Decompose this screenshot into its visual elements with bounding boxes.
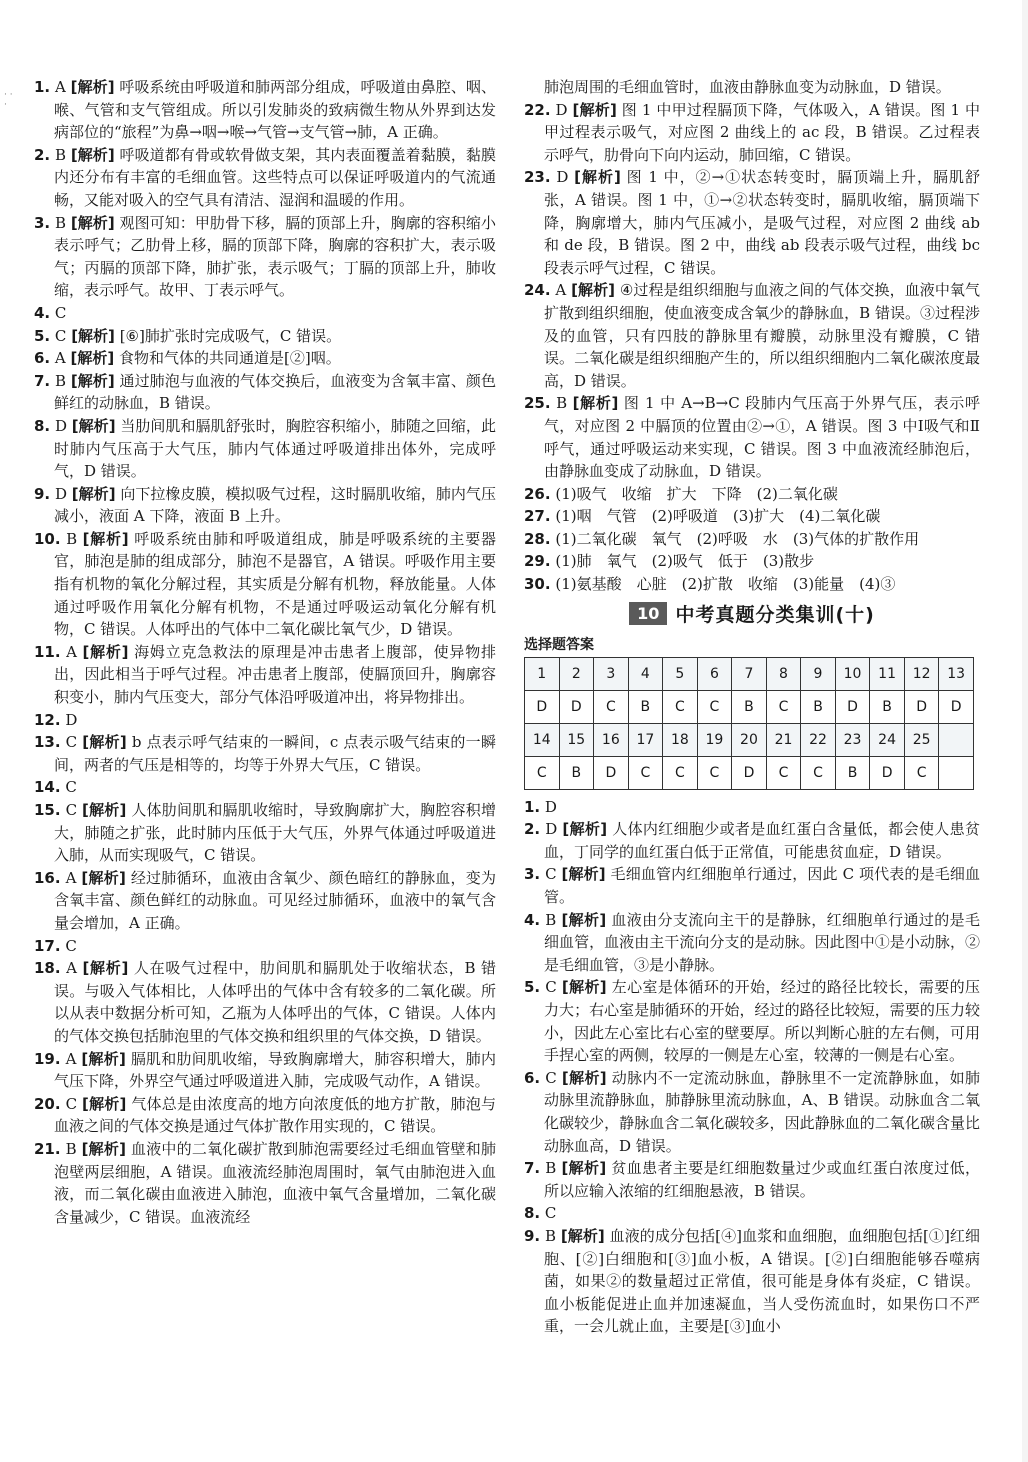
entry-answer: B <box>54 145 66 164</box>
entry-number: 26. <box>524 484 551 503</box>
entry-answer: B <box>544 1226 557 1245</box>
entry-text: 呼吸系统由肺和呼吸道组成，肺是呼吸系统的主要器官，肺泡是肺的组成部分，肺泡不是器官，A 错误。呼吸作用主要指有机物的氧化分解过程，其实质是分解有机物，释放能量。人体通过呼吸作用氧化分解有机物，不是通过呼吸运动氧化分解有机物，C 错误。人体呼出的气体中二氧化碳比氧气少，D 错误。 <box>54 529 496 639</box>
entry-answer: A <box>54 78 66 96</box>
table-cell: 8 <box>766 657 801 690</box>
answer-entry <box>34 302 496 325</box>
entry-tag: [解析] <box>82 642 129 661</box>
entry-text: (1)氨基酸 心脏 (2)扩散 收缩 (3)能量 (4)③ <box>555 575 896 594</box>
table-cell: 9 <box>801 657 836 690</box>
entry-tag: [解析] <box>82 1094 127 1113</box>
table-cell: 16 <box>594 723 629 756</box>
entry-answer: B <box>545 1159 557 1178</box>
entry-number: 1. <box>524 797 541 816</box>
entry-answer: C <box>545 978 557 997</box>
entry-answer: C <box>545 865 557 884</box>
table-cell: C <box>594 690 629 723</box>
entry-tag: [解析] <box>561 978 607 997</box>
entry-answer: B <box>66 529 78 548</box>
answer-entry <box>34 867 496 935</box>
table-cell: B <box>628 690 663 723</box>
entry-number: 17. <box>34 936 61 955</box>
entry-answer: C <box>54 303 67 322</box>
entry-answer: B <box>65 1139 77 1158</box>
entry-text: 图 1 中，②→①状态转变时，膈顶端上升，膈肌舒张，A 错误。图 1 中，①→②状态转变时，膈肌收缩，膈顶端下降，胸廓增大，肺内气压减小，是吸气过程，对应图 2 曲线 ab 和 de 段，B 错误。图 2 中，曲线 ab 段表示吸气过程，曲线 bc 段表示呼气过程，C 错误。 <box>544 168 980 277</box>
entry-text: 血液中的二氧化碳扩散到肺泡需要经过毛细血管壁和肺泡壁两层细胞，A 错误。血液流经肺泡周围时，氧气由肺泡进入血液，而二氧化碳由血液进入肺泡，血液中氧气含量增加，二氧化碳含量减少，C 错误。血液流经 <box>54 1139 496 1226</box>
entry-tag: [解析] <box>82 529 129 548</box>
entry-answer: B <box>54 213 66 232</box>
answer-entry <box>524 483 980 506</box>
entry-number: 14. <box>34 778 61 797</box>
entry-text: [⑥]肺扩张时完成吸气，C 错误。 <box>119 326 342 345</box>
answer-entry <box>34 1093 496 1138</box>
table-cell: 20 <box>732 723 767 756</box>
table-cell: C <box>628 756 663 789</box>
entry-answer: C <box>65 778 77 797</box>
entry-answer: D <box>556 168 569 187</box>
entry-answer: A <box>65 868 77 887</box>
answer-entry <box>524 573 980 596</box>
answer-entry <box>34 1138 496 1228</box>
table-cell: D <box>835 690 870 723</box>
answer-entry <box>34 325 496 348</box>
entry-text: 气体总是由浓度高的地方向浓度低的地方扩散，肺泡与血液之间的气体交换是通过气体扩散作用实现的，C 错误。 <box>54 1094 496 1136</box>
table-cell: 25 <box>904 723 939 756</box>
entry-number: 30. <box>524 575 551 594</box>
entry-tag: [解析] <box>82 801 127 819</box>
answer-entry <box>524 76 980 99</box>
table-cell: C <box>697 756 732 789</box>
entry-answer: C <box>545 1068 557 1087</box>
entry-text: 食物和气体的共同通道是[②]咽。 <box>119 349 341 368</box>
entry-answer: C <box>65 733 78 752</box>
table-cell: 22 <box>801 723 836 756</box>
entry-number: 22. <box>524 100 551 119</box>
entry-answer: C <box>65 1094 78 1113</box>
entry-tag: [解析] <box>71 326 115 345</box>
entry-answer: A <box>66 642 77 661</box>
entry-text: ④过程是组织细胞与血液之间的气体交换，血液中氧气扩散到组织细胞，使血液变成含氧少的静脉血，B 错误。③过程涉及的血管，只有四肢的静脉里有瓣膜，动脉里没有瓣膜，C 错误。二氧化碳是组织细胞产生的，所以组织细胞内二氧化碳浓度最高，D 错误。 <box>544 281 980 390</box>
entry-tag: [解析] <box>70 213 115 232</box>
table-cell: 11 <box>870 657 905 690</box>
entry-number: 4. <box>34 303 51 322</box>
entry-tag: [解析] <box>561 1159 607 1178</box>
entry-text: 当肋间肌和膈肌舒张时，胸腔容积缩小，肺随之回缩，此时肺内气压高于大气压，肺内气体通过呼吸道排出体外，完成呼气，D 错误。 <box>54 416 496 481</box>
entry-tag: [解析] <box>572 394 619 413</box>
entry-tag: [解析] <box>81 1049 126 1068</box>
entry-text: 通过肺泡与血液的气体交换后，血液变为含氧丰富、颜色鲜红的动脉血，B 错误。 <box>54 371 496 413</box>
table-cell: C <box>663 756 698 789</box>
entry-number: 8. <box>524 1204 541 1223</box>
entry-text: (1)咽 气管 (2)呼吸道 (3)扩大 (4)二氧化碳 <box>555 507 881 526</box>
answer-entry <box>524 818 980 863</box>
entry-tag: [解析] <box>71 484 116 503</box>
entry-answer: A <box>65 1049 77 1068</box>
entry-tag: [解析] <box>82 733 127 752</box>
entry-tag: [解析] <box>561 1068 607 1087</box>
entry-answer: B <box>54 371 66 390</box>
entry-number: 2. <box>524 820 541 839</box>
entry-number: 19. <box>34 1049 61 1068</box>
table-cell: 10 <box>835 657 870 690</box>
answer-entry <box>524 279 980 392</box>
binding-margin-marks: · · · <box>4 90 13 110</box>
entry-text: 血液的成分包括[④]血浆和血细胞，血细胞包括[①]红细胞、[②]白细胞和[③]血小板，A 错误。[②]白细胞能够吞噬病菌，如果②的数量超过正常值，很可能是身体有炎症，C 错误。血小板能促进止血并加速凝血，当人受伤流血时，如果伤口不严重，一会儿就止血，主要是[③]血小 <box>544 1226 980 1336</box>
entry-tag: [解析] <box>81 1139 126 1158</box>
table-cell: 23 <box>835 723 870 756</box>
entry-number: 3. <box>34 213 51 232</box>
entry-tag: [解析] <box>70 145 115 164</box>
table-cell: 21 <box>766 723 801 756</box>
page-edge <box>1022 0 1028 1462</box>
answer-entry <box>34 731 496 776</box>
answer-entry <box>34 799 496 867</box>
answer-entry <box>34 641 496 709</box>
entry-text: 动脉内不一定流动脉血，静脉里不一定流静脉血，如肺动脉里流静脉血，肺静脉里流动脉血，A、B 错误。动脉血含二氧化碳较少，静脉血含二氧化碳较多，因此静脉血的二氧化碳含量比动脉血高，D 错误。 <box>544 1068 980 1155</box>
table-cell: 2 <box>559 657 594 690</box>
entry-text: (1)二氧化碳 氧气 (2)呼吸 水 (3)气体的扩散作用 <box>555 529 920 548</box>
answer-entry <box>524 166 980 279</box>
entry-answer: D <box>545 820 558 839</box>
entry-text: 图 1 中甲过程膈顶下降，气体吸入，A 错误。图 1 中甲过程表示吸气，对应图 2 曲线上的 ac 段，B 错误。乙过程表示呼气，肋骨向下向内运动，肺回缩，C 错误。 <box>544 100 981 164</box>
entry-answer: D <box>544 797 557 816</box>
entry-number: 9. <box>524 1226 541 1245</box>
entry-tag: [解析] <box>70 371 115 390</box>
table-cell: 5 <box>663 657 698 690</box>
entry-tag: [解析] <box>81 868 126 887</box>
entry-text: 观图可知：甲肋骨下移，膈的顶部上升，胸廓的容积缩小表示呼气；乙肋骨上移，膈的顶部下降，胸廓的容积扩大，表示吸气；丙膈的顶部下降，肺扩张，表示吸气；丁膈的顶部上升，肺收缩，表示呼气。故甲、丁表示呼气。 <box>54 213 496 300</box>
section-title: 中考真题分类集训(十) <box>675 604 875 627</box>
table-cell: C <box>525 756 560 789</box>
answer-entry <box>524 392 980 482</box>
answer-entry <box>524 99 980 167</box>
entry-tag: [解析] <box>574 168 621 187</box>
entry-number: 21. <box>34 1139 61 1158</box>
entry-number: 5. <box>34 326 51 345</box>
entry-tag: [解析] <box>562 820 608 839</box>
entry-text: 血液由分支流向主干的是静脉，红细胞单行通过的是毛细血管，血液由主干流向分支的是动脉。因此图中①是小动脉，②是毛细血管，③是小静脉。 <box>544 910 980 974</box>
entry-number: 15. <box>34 801 61 819</box>
entry-answer: C <box>544 1204 557 1223</box>
answer-entry <box>524 1067 980 1157</box>
table-cell: 4 <box>628 657 663 690</box>
entry-tag: [解析] <box>82 959 129 978</box>
entry-number: 8. <box>34 416 51 435</box>
table-cell: 19 <box>697 723 732 756</box>
table-cell <box>939 756 974 789</box>
table-cell: 3 <box>594 657 629 690</box>
entry-answer: A <box>555 281 567 300</box>
entry-number: 6. <box>34 349 51 368</box>
entry-number: 25. <box>524 394 551 413</box>
entry-answer: B <box>545 910 557 929</box>
entry-number: 7. <box>34 371 51 390</box>
entry-text: 图 1 中 A→B→C 段肺内气压高于外界气压，表示呼气，对应图 2 中膈顶的位置由②→①，A 错误。图 3 中Ⅰ吸气和Ⅱ呼气，通过呼吸运动来实现，C 错误。图 3 中血液流经肺泡后，由静脉血变成了动脉血，D 错误。 <box>544 394 981 481</box>
table-cell: D <box>870 756 905 789</box>
answer-row <box>525 690 974 723</box>
entry-answer: A <box>66 959 77 978</box>
entry-tag: [解析] <box>560 1226 605 1245</box>
entry-number: 4. <box>524 910 541 929</box>
right-column <box>524 76 980 1338</box>
entry-answer: C <box>54 326 67 345</box>
table-cell: C <box>801 756 836 789</box>
entry-number: 27. <box>524 507 551 526</box>
answer-entry <box>524 528 980 551</box>
answer-entry <box>524 976 980 1066</box>
entry-answer: B <box>556 394 568 413</box>
entry-text: 人在吸气过程中，肋间肌和膈肌处于收缩状态，B 错误。与吸入气体相比，人体呼出的气体中含有较多的二氧化碳。所以从表中数据分析可知，乙瓶为人体呼出的气体，C 错误。人体内的气体交换包括肺泡里的气体交换和组织里的气体交换，D 错误。 <box>54 959 496 1045</box>
entry-text: 人体内红细胞少或者是血红蛋白含量低，都会使人患贫血，丁同学的血红蛋白低于正常值，可能患贫血症，D 错误。 <box>544 820 980 861</box>
table-cell: 12 <box>904 657 939 690</box>
entry-answer: D <box>65 710 78 729</box>
entry-number: 28. <box>524 529 551 548</box>
answer-entry <box>524 1202 980 1225</box>
answer-entry <box>34 212 496 302</box>
answer-entry <box>524 550 980 573</box>
table-cell: D <box>525 690 560 723</box>
table-cell: B <box>559 756 594 789</box>
table-cell: B <box>870 690 905 723</box>
answer-entry <box>524 1225 980 1338</box>
entry-text: 海姆立克急救法的原理是冲击患者上腹部，使异物排出，因此相当于呼气过程。冲击患者上腹部，使膈顶回升，胸廓容积变小，肺内气压变大，部分气体沿呼吸道冲出，将异物排出。 <box>54 642 496 707</box>
entry-text: 人体肋间肌和膈肌收缩时，导致胸廓扩大，胸腔容积增大，肺随之扩张，此时肺内压低于大气压，外界气体通过呼吸道进入肺，从而实现吸气，C 错误。 <box>54 801 496 865</box>
entry-answer: A <box>54 349 66 368</box>
entry-number: 20. <box>34 1094 61 1113</box>
answer-entry <box>34 935 496 958</box>
table-cell: 17 <box>628 723 663 756</box>
answer-table <box>524 657 974 790</box>
entry-number: 2. <box>34 145 51 164</box>
table-cell: 1 <box>525 657 560 690</box>
entry-text: 经过肺循环，血液由含氧少、颜色暗红的静脉血，变为含氧丰富、颜色鲜红的动脉血。可见经过肺循环，血液中的氧气含量会增加，A 正确。 <box>54 868 496 932</box>
entry-text: 膈肌和肋间肌收缩，导致胸廓增大，肺容积增大，肺内气压下降，外界空气通过呼吸道进入肺，完成吸气动作，A 错误。 <box>54 1049 496 1091</box>
entry-text: 呼吸道都有骨或软骨做支架，其内表面覆盖着黏膜，黏膜内还分布有丰富的毛细血管。这些特点可以保证呼吸道内的气流通畅，又能对吸入的空气具有清洁、湿润和温暖的作用。 <box>54 145 496 209</box>
entry-tag: [解析] <box>561 910 607 929</box>
answer-entry <box>524 909 980 977</box>
answer-entry <box>524 796 980 819</box>
entry-number: 3. <box>524 865 541 884</box>
table-cell: D <box>904 690 939 723</box>
entry-answer: D <box>54 484 67 503</box>
table-cell: B <box>732 690 767 723</box>
table-cell: 14 <box>525 723 560 756</box>
section-header <box>524 600 980 628</box>
entry-text: 向下拉橡皮膜，模拟吸气过程，这时膈肌收缩，肺内气压减小，液面 A 下降，液面 B 上升。 <box>54 484 496 526</box>
answer-entry <box>34 415 496 483</box>
entry-number: 11. <box>34 642 61 661</box>
table-cell: D <box>594 756 629 789</box>
entry-number: 1. <box>34 78 51 96</box>
answer-entry <box>34 957 496 1047</box>
table-cell <box>939 723 974 756</box>
question-number-row <box>525 723 974 756</box>
entry-number: 16. <box>34 868 61 887</box>
choice-answers-label: 选择题答案 <box>524 636 594 653</box>
entry-answer: C <box>65 801 78 819</box>
entry-number: 7. <box>524 1159 541 1178</box>
answer-entry <box>34 483 496 528</box>
entry-number: 9. <box>34 484 51 503</box>
entry-number: 29. <box>524 552 551 571</box>
section-number: 10 <box>629 602 667 625</box>
entry-number: 18. <box>34 959 61 978</box>
entry-text: 贫血患者主要是红细胞数量过少或血红蛋白浓度过低，所以应输入浓缩的红细胞悬液，B 错误。 <box>544 1159 980 1200</box>
entry-number: 24. <box>524 281 551 300</box>
table-cell: C <box>697 690 732 723</box>
entry-tag: [解析] <box>572 100 617 119</box>
table-cell: C <box>904 756 939 789</box>
table-cell: C <box>663 690 698 723</box>
answer-entry <box>524 505 980 528</box>
table-cell: B <box>835 756 870 789</box>
table-cell: C <box>766 756 801 789</box>
table-cell: 18 <box>663 723 698 756</box>
answer-entry <box>34 144 496 212</box>
table-cell: D <box>732 756 767 789</box>
table-cell: D <box>939 690 974 723</box>
answer-entry <box>524 1157 980 1202</box>
table-cell: 7 <box>732 657 767 690</box>
entry-text: (1)吸气 收缩 扩大 下降 (2)二氧化碳 <box>555 484 838 503</box>
entry-answer: D <box>555 100 568 119</box>
table-cell: D <box>559 690 594 723</box>
entry-tag: [解析] <box>571 281 616 300</box>
entry-tag: [解析] <box>71 416 116 435</box>
entry-tag: [解析] <box>70 349 115 368</box>
entry-number: 10. <box>34 529 61 548</box>
entry-text: 左心室是体循环的开始，经过的路径比较长，需要的压力大；右心室是肺循环的开始，经过的路径比较短，需要的压力较小，因此左心室比右心室的壁要厚。所以判断心脏的左右侧，可用手捏心室的两侧，较厚的一侧是左心室，较薄的一侧是右心室。 <box>544 978 980 1065</box>
answer-entry <box>34 370 496 415</box>
entry-text: 呼吸系统由呼吸道和肺两部分组成，呼吸道由鼻腔、咽、喉、气管和支气管组成。所以引发肺炎的致病微生物从外界到达发病部位的“旅程”为鼻→咽→喉→气管→支气管→肺，A 正确。 <box>54 78 496 142</box>
answer-entry <box>34 76 496 144</box>
table-cell: 15 <box>559 723 594 756</box>
entry-tag: [解析] <box>70 78 115 96</box>
answer-row <box>525 756 974 789</box>
table-cell: B <box>801 690 836 723</box>
question-number-row <box>525 657 974 690</box>
entry-number: 23. <box>524 168 551 187</box>
entry-text: 毛细血管内红细胞单行通过，因此 C 项代表的是毛细血管。 <box>544 865 981 907</box>
entry-number: 13. <box>34 733 61 752</box>
entry-tag: [解析] <box>561 865 606 884</box>
answer-entry <box>34 709 496 732</box>
table-cell: 13 <box>939 657 974 690</box>
answer-entry <box>34 347 496 370</box>
entry-text: b 点表示呼气结束的一瞬间，c 点表示吸气结束的一瞬间，两者的气压是相等的，均等于外界大气压，C 错误。 <box>54 733 496 774</box>
entry-number: 6. <box>524 1068 541 1087</box>
entry-answer: C <box>65 936 77 955</box>
entry-number: 12. <box>34 710 61 729</box>
table-cell: C <box>766 690 801 723</box>
table-cell: 6 <box>697 657 732 690</box>
left-column <box>34 76 496 1228</box>
table-cell: 24 <box>870 723 905 756</box>
answer-entry <box>34 776 496 799</box>
entry-number: 5. <box>524 978 541 997</box>
answer-entry <box>34 528 496 641</box>
answer-entry <box>524 863 980 908</box>
entry-answer: D <box>54 416 67 435</box>
entry-text: 肺泡周围的毛细血管时，血液由静脉血变为动脉血，D 错误。 <box>544 78 951 96</box>
answer-entry <box>34 1048 496 1093</box>
entry-text: (1)肺 氧气 (2)吸气 低于 (3)散步 <box>555 552 815 571</box>
